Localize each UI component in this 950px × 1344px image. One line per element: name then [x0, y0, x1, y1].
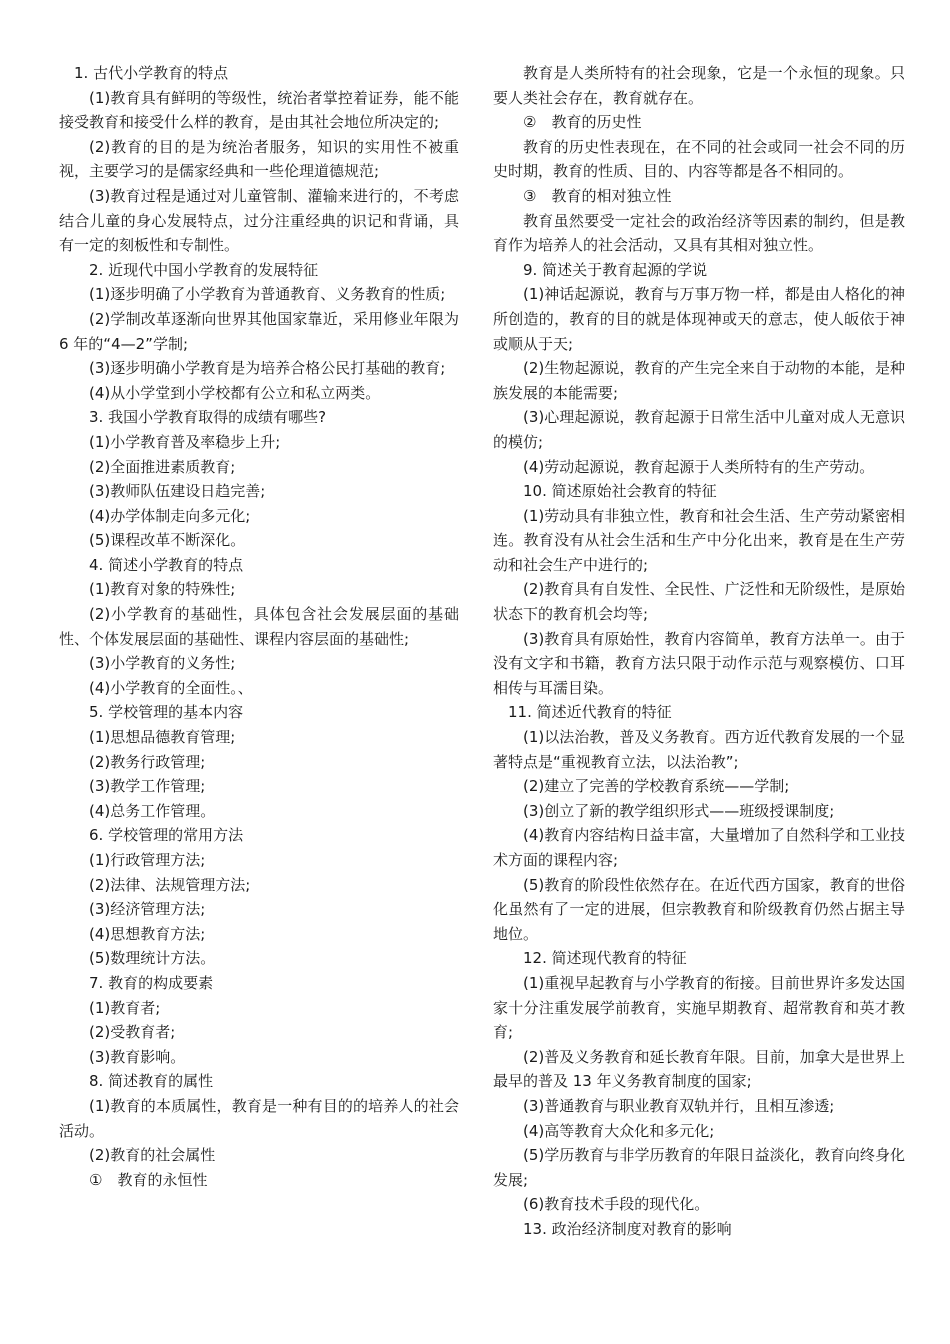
right-paragraph: (3)心理起源说，教育起源于日常生活中儿童对成人无意识的模仿;	[493, 408, 905, 451]
left-paragraph: (1)逐步明确了小学教育为普通教育、义务教育的性质;	[89, 285, 446, 304]
left-paragraph: (4)办学体制走向多元化;	[89, 506, 251, 525]
right-paragraph: (5)学历教育与非学历教育的年限日益淡化，教育向终身化发展;	[493, 1146, 905, 1189]
left-paragraph: (1)教育具有鲜明的等级性，统治者掌控着证券，能不能接受教育和接受什么样的教育，是由其社会地位所决定的;	[59, 88, 459, 132]
left-paragraph: (3)经济管理方法;	[89, 900, 206, 919]
right-paragraph: 10. 简述原始社会教育的特征	[523, 482, 717, 501]
right-paragraph: (4)高等教育大众化和多元化;	[523, 1121, 715, 1140]
left-paragraph: (2)教育的社会属性	[89, 1146, 216, 1165]
left-paragraph: 8. 简述教育的属性	[89, 1072, 214, 1091]
right-paragraph: 12. 简述现代教育的特征	[523, 949, 687, 968]
left-paragraph: 3. 我国小学教育取得的成绩有哪些?	[89, 408, 327, 427]
left-paragraph: (3)教育影响。	[89, 1047, 186, 1066]
right-paragraph: (2)建立了完善的学校教育系统——学制;	[523, 777, 790, 796]
right-paragraph: (4)教育内容结构日益丰富，大量增加了自然科学和工业技术方面的课程内容;	[493, 826, 905, 869]
left-paragraph: (2)受教育者;	[89, 1023, 176, 1042]
left-paragraph: ① 教育的永恒性	[89, 1170, 208, 1189]
right-paragraph: 11. 简述近代教育的特征	[508, 703, 672, 722]
right-paragraph: (3)普通教育与职业教育双轨并行，且相互渗透;	[523, 1096, 835, 1115]
right-paragraph: (2)生物起源说，教育的产生完全来自于动物的本能，是种族发展的本能需要;	[493, 359, 905, 402]
left-paragraph: (1)教育的本质属性，教育是一种有目的的培养人的社会活动。	[59, 1096, 459, 1140]
right-paragraph: (3)教育具有原始性，教育内容简单，教育方法单一。由于没有文字和书籍，教育方法只限于动作示范与观察模仿、口耳相传与耳濡目染。	[493, 629, 905, 697]
left-paragraph: (1)教育对象的特殊性;	[89, 580, 236, 599]
right-paragraph: (5)教育的阶段性依然存在。在近代西方国家，教育的世俗化虽然有了一定的进展，但宗教教育和阶级教育仍然占据主导地位。	[493, 875, 905, 943]
left-paragraph: (4)思想教育方法;	[89, 924, 206, 943]
left-paragraph: (2)教育的目的是为统治者服务，知识的实用性不被重视，主要学习的是儒家经典和一些伦理道德规范;	[59, 137, 459, 181]
left-paragraph: 6. 学校管理的常用方法	[89, 826, 244, 845]
left-paragraph: (2)学制改革逐渐向世界其他国家靠近，采用修业年限为 6 年的“4—2”学制;	[59, 309, 459, 353]
right-paragraph: 教育的历史性表现在，在不同的社会或同一社会不同的历史时期，教育的性质、目的、内容等都是各不相同的。	[493, 137, 905, 181]
right-paragraph: (1)劳动具有非独立性，教育和社会生活、生产劳动紧密相连。教育没有从社会生活和生产中分化出来，教育是在生产劳动和社会生产中进行的;	[493, 506, 905, 574]
left-paragraph: (5)课程改革不断深化。	[89, 531, 246, 550]
right-paragraph: (1)神话起源说，教育与万事万物一样，都是由人格化的神所创造的，教育的目的就是体现神或天的意志，使人皈依于神或顺从于天;	[493, 285, 905, 353]
right-paragraph: (1)重视早起教育与小学教育的衔接。目前世界许多发达国家十分注重发展学前教育，实施早期教育、超常教育和英才教育;	[493, 973, 905, 1042]
left-paragraph: (4)总务工作管理。	[89, 801, 216, 820]
left-paragraph: (5)数理统计方法。	[89, 949, 216, 968]
left-paragraph: 5. 学校管理的基本内容	[89, 703, 244, 722]
left-paragraph: (3)教师队伍建设日趋完善;	[89, 482, 266, 501]
right-paragraph: 教育是人类所特有的社会现象，它是一个永恒的现象。只要人类社会存在，教育就存在。	[493, 64, 905, 107]
left-paragraph: (2)法律、法规管理方法;	[89, 875, 251, 894]
left-paragraph: (3)小学教育的义务性;	[89, 654, 236, 673]
left-paragraph: 1. 古代小学教育的特点	[74, 64, 229, 82]
left-paragraph: (1)思想品德教育管理;	[89, 728, 236, 747]
right-paragraph: 9. 简述关于教育起源的学说	[523, 260, 708, 279]
left-paragraph: (2)全面推进素质教育;	[89, 457, 236, 476]
left-paragraph: (3)逐步明确小学教育是为培养合格公民打基础的教育;	[89, 359, 446, 378]
left-paragraph: (2)小学教育的基础性，具体包含社会发展层面的基础性、个体发展层面的基础性、课程内容层面的基础性;	[59, 605, 459, 648]
right-paragraph: 教育虽然要受一定社会的政治经济等因素的制约，但是教育作为培养人的社会活动，又具有其相对独立性。	[493, 211, 905, 255]
left-paragraph: (3)教学工作管理;	[89, 777, 206, 796]
right-paragraph: (2)教育具有自发性、全民性、广泛性和无阶级性，是原始状态下的教育机会均等;	[493, 580, 905, 624]
left-paragraph: (1)行政管理方法;	[89, 851, 206, 869]
right-paragraph: (6)教育技术手段的现代化。	[523, 1195, 710, 1214]
right-column	[493, 61, 905, 1242]
right-paragraph: ③ 教育的相对独立性	[523, 186, 672, 205]
right-paragraph: ② 教育的历史性	[523, 113, 642, 132]
left-paragraph: 4. 简述小学教育的特点	[89, 555, 244, 574]
right-paragraph: (2)普及义务教育和延长教育年限。目前，加拿大是世界上最早的普及 13 年义务教育制度的国家;	[493, 1047, 905, 1091]
left-column	[59, 61, 459, 1192]
left-paragraph: (1)教育者;	[89, 998, 161, 1017]
left-paragraph: (2)教务行政管理;	[89, 752, 206, 771]
left-paragraph: 2. 近现代中国小学教育的发展特征	[89, 260, 319, 279]
left-paragraph: (4)小学教育的全面性。、	[89, 678, 253, 697]
left-paragraph: (1)小学教育普及率稳步上升;	[89, 432, 281, 451]
right-paragraph: (4)劳动起源说，教育起源于人类所特有的生产劳动。	[523, 457, 875, 476]
left-paragraph: 7. 教育的构成要素	[89, 973, 214, 992]
right-paragraph: (1)以法治教，普及义务教育。西方近代教育发展的一个显著特点是“重视教育立法，以法治教”;	[493, 728, 905, 771]
left-paragraph: (3)教育过程是通过对儿童管制、灌输来进行的，不考虑结合儿童的身心发展特点，过分注重经典的识记和背诵，具有一定的刻板性和专制性。	[59, 186, 459, 255]
right-paragraph: 13. 政治经济制度对教育的影响	[523, 1219, 732, 1238]
right-paragraph: (3)创立了新的教学组织形式——班级授课制度;	[523, 801, 835, 820]
left-paragraph: (4)从小学堂到小学校都有公立和私立两类。	[89, 383, 381, 402]
